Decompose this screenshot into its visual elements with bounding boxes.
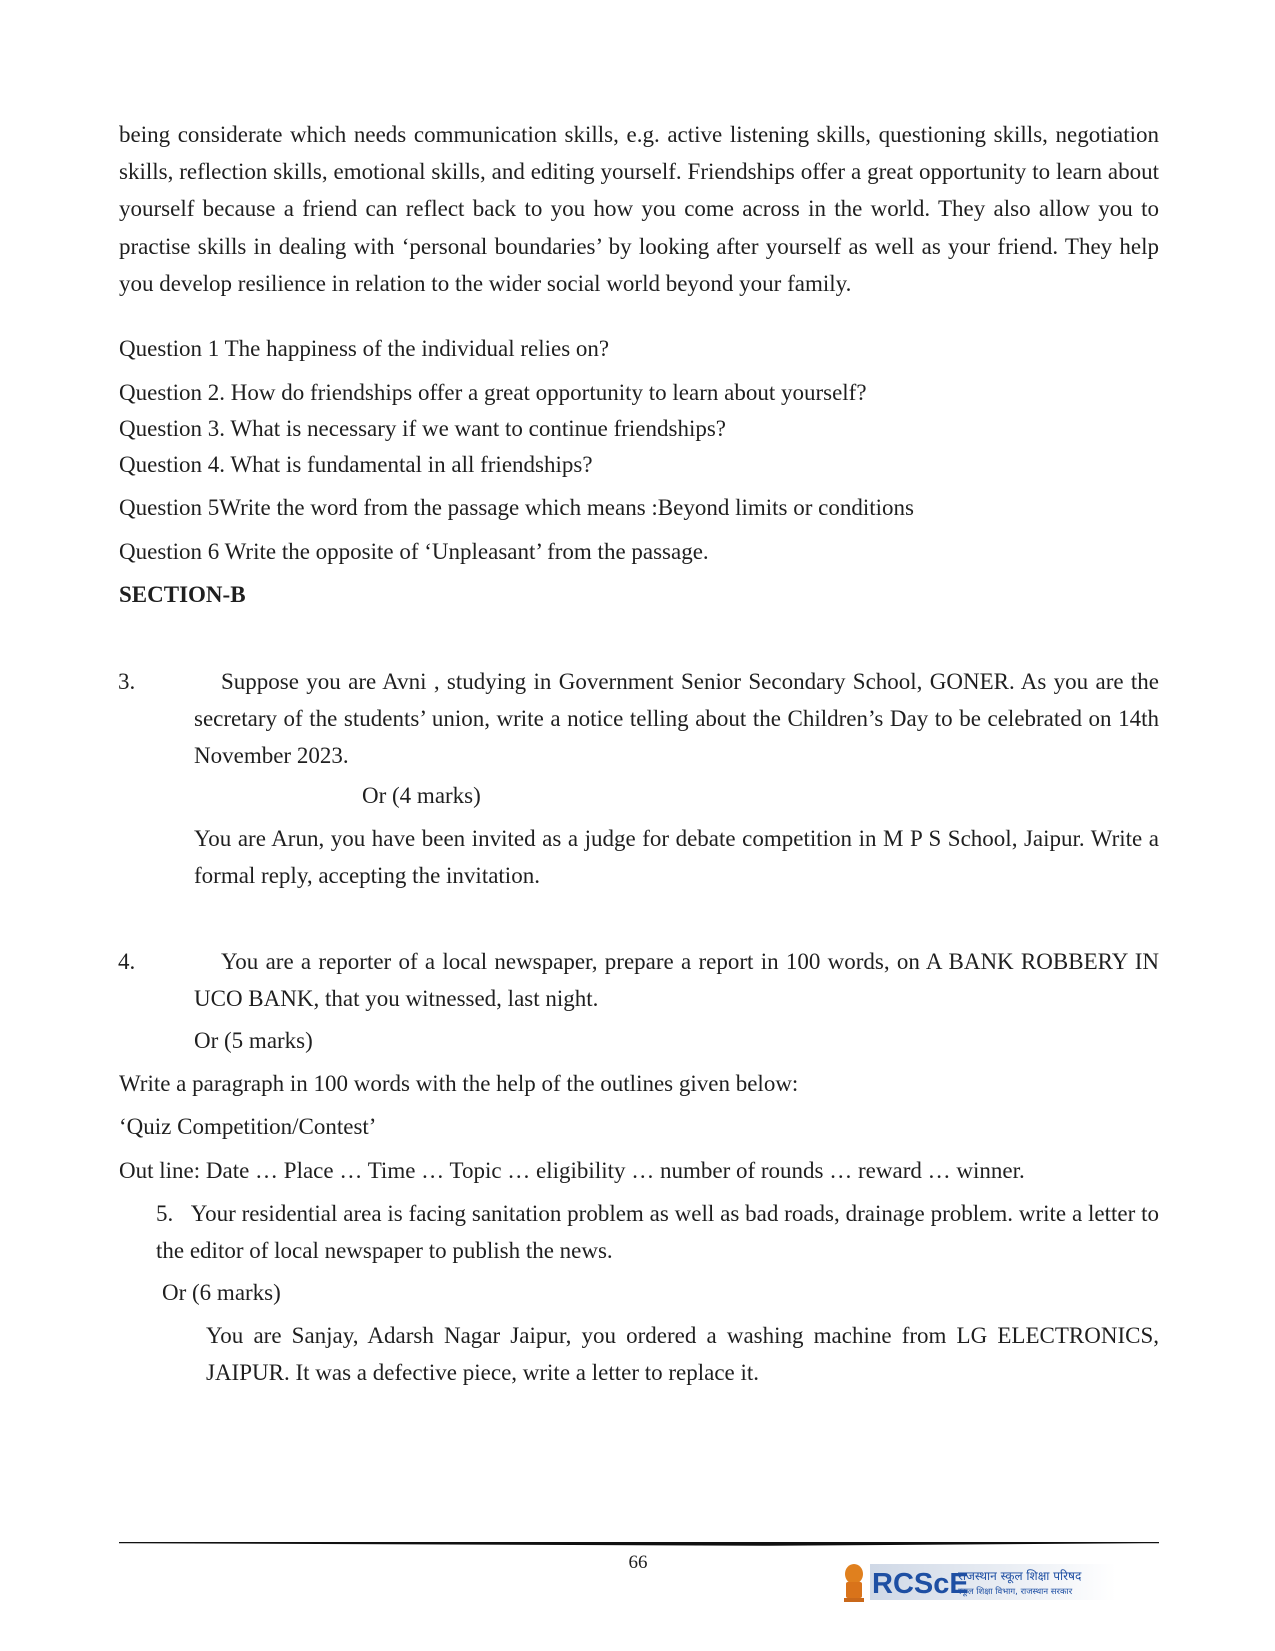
question-6: Question 6 Write the opposite of ‘Unpleasant’ from the passage. (119, 539, 709, 564)
question-4-alt-intro: Write a paragraph in 100 words with the help of the outlines given below: (119, 1071, 799, 1096)
question-3-number: 3. (118, 669, 136, 694)
question-5-or-line: Or (6 marks) (162, 1280, 281, 1305)
question-3-alternative: You are Arun, you have been invited as a judge for debate competition in M P S School, Jaipur. Write a formal reply, accepting the invitation. (194, 826, 1159, 888)
question-5-block (156, 1195, 1159, 1269)
passage-paragraph: being considerate which needs communication skills, e.g. active listening skills, questioning skills, negotiation skills, reflection skills, emotional skills, and editing yourself. Friendships offer a great opportunity to learn about yourself because a friend can reflect back to you how you come across in the world. They also allow you to practise skills in dealing with ‘personal boundaries’ by looking after yourself as well as your friend. They help you develop resilience in relation to the wider social world beyond your family. (119, 122, 1159, 296)
national-emblem-icon (844, 1564, 864, 1602)
logo-hindi-subtitle: स्कूल शिक्षा विभाग, राजस्थान सरकार (958, 1587, 1073, 1597)
logo-hindi-title: राजस्थान स्कूल शिक्षा परिषद (958, 1569, 1082, 1583)
question-4-text: You are a reporter of a local newspaper, prepare a report in 100 words, on A BANK ROBBERY IN UCO BANK, that you witnessed, last night. (194, 949, 1159, 1011)
question-5-text: Your residential area is facing sanitation problem as well as bad roads, drainage problem. write a letter to the editor of local newspaper to publish the news. (156, 1201, 1159, 1263)
question-1: Question 1 The happiness of the individual relies on? (119, 336, 610, 361)
question-4-block (118, 943, 1159, 1017)
rcsce-logo (840, 1560, 1118, 1606)
section-heading: SECTION-B (119, 582, 246, 607)
question-3: Question 3. What is necessary if we want to continue friendships? (119, 416, 727, 441)
question-4-number: 4. (118, 949, 136, 974)
question-5-alternative: You are Sanjay, Adarsh Nagar Jaipur, you ordered a washing machine from LG ELECTRONICS, JAIPUR. It was a defective piece, write a letter to replace it. (206, 1323, 1159, 1385)
logo-wordmark: RCScE (872, 1568, 969, 1600)
footer-rule (119, 1541, 1159, 1546)
question-3-text: Suppose you are Avni , studying in Government Senior Secondary School, GONER. As you are the secretary of the students’ union, write a notice telling about the Children’s Day to be celebrated on 14th November 2023. (194, 669, 1159, 768)
question-2: Question 2. How do friendships offer a great opportunity to learn about yourself? (119, 380, 867, 405)
question-4: Question 4. What is fundamental in all friendships? (119, 452, 593, 477)
question-5-number: 5. (156, 1201, 174, 1226)
page-number: 66 (628, 1552, 648, 1573)
question-4-alt-topic: ‘Quiz Competition/Contest’ (119, 1114, 377, 1139)
question-3-or-line: Or (4 marks) (362, 783, 481, 808)
question-4-alt-outline: Out line: Date … Place … Time … Topic … eligibility … number of rounds … reward … winner. (119, 1158, 1025, 1183)
question-4-or-line: Or (5 marks) (194, 1028, 313, 1053)
question-3-block (118, 663, 1159, 774)
question-5: Question 5Write the word from the passage which means :Beyond limits or conditions (119, 495, 914, 520)
